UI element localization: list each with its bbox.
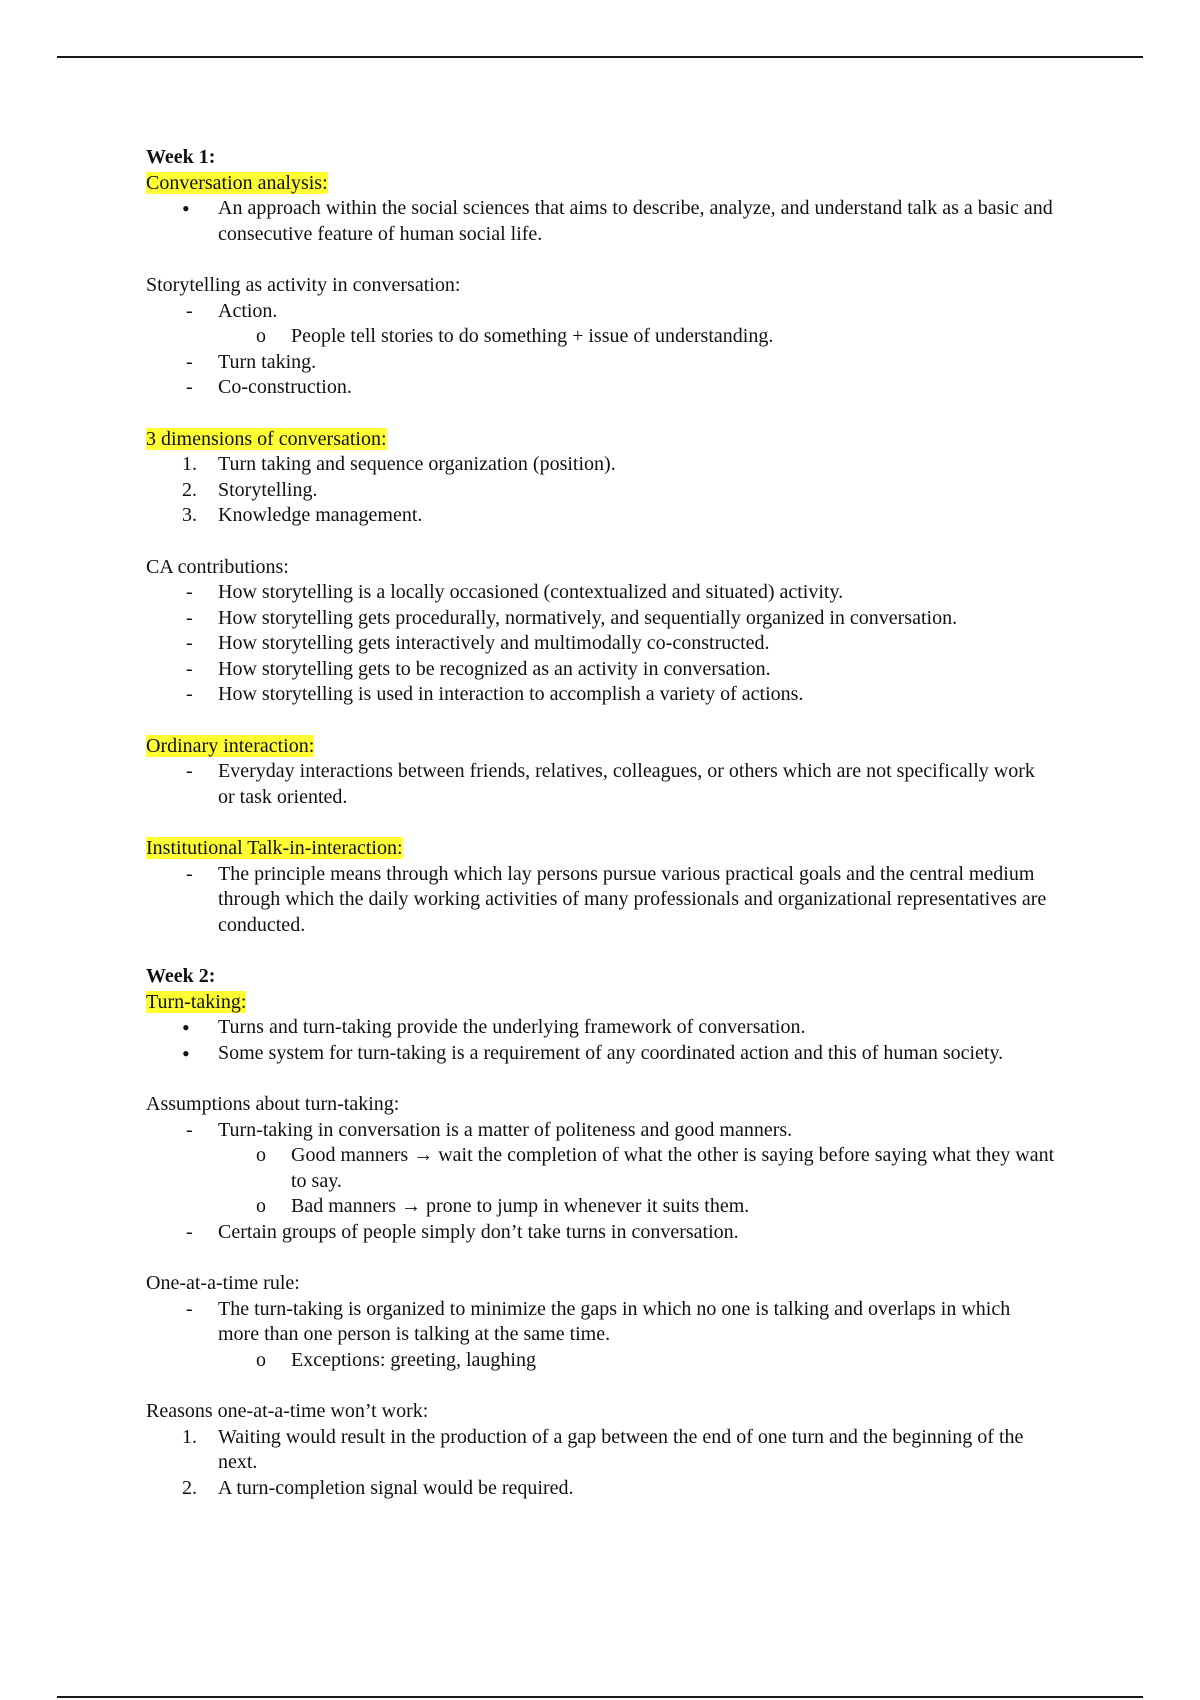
- dash-marker: -: [186, 683, 193, 706]
- storytelling-title: Storytelling as activity in conversation:: [146, 273, 461, 296]
- sub-list-item: [146, 1348, 1056, 1374]
- bullet-marker: •: [182, 1040, 190, 1066]
- sub-list-item: [146, 324, 1056, 350]
- storytelling-section: [146, 273, 1056, 401]
- dash-marker: -: [186, 299, 193, 322]
- turn-taking-title: [146, 990, 1056, 1016]
- dash-marker: -: [186, 376, 193, 399]
- list-item-text: Turn taking and sequence organization (position).: [218, 453, 616, 476]
- circle-marker: o: [256, 1144, 266, 1167]
- contributions-section: [146, 555, 1056, 709]
- number-marker: 2.: [182, 1476, 197, 1499]
- header-rule: [57, 56, 1143, 58]
- list-item-text: Co-construction.: [218, 376, 352, 399]
- highlight: Ordinary interaction:: [146, 734, 315, 757]
- list-item: [146, 196, 1056, 247]
- dash-marker: -: [186, 1297, 193, 1320]
- assumptions-section: [146, 1092, 1056, 1246]
- list-item-text: Action.: [218, 299, 278, 322]
- list-item-text: How storytelling gets to be recognized as an activity in conversation.: [218, 657, 771, 680]
- list-item: [146, 1015, 1056, 1041]
- list-item: [146, 1118, 1056, 1144]
- sub-list-item: [146, 1194, 1056, 1220]
- list-item-text: Certain groups of people simply don’t take turns in conversation.: [218, 1220, 739, 1243]
- dash-marker: -: [186, 606, 193, 629]
- highlight: Turn-taking:: [146, 990, 247, 1013]
- circle-marker: o: [256, 1348, 266, 1371]
- dash-marker: -: [186, 657, 193, 680]
- footer-rule: [57, 1696, 1143, 1698]
- highlight: 3 dimensions of conversation:: [146, 427, 387, 450]
- dash-marker: -: [186, 862, 193, 885]
- week1-section: [146, 145, 1056, 247]
- dash-marker: -: [186, 760, 193, 783]
- list-item: [146, 606, 1056, 632]
- list-item: [146, 1220, 1056, 1246]
- reasons-title: Reasons one-at-a-time won’t work:: [146, 1400, 429, 1423]
- list-item-text: Some system for turn-taking is a requirement of any coordinated action and this of human society.: [218, 1041, 1004, 1064]
- institutional-section: [146, 836, 1056, 938]
- list-item-text: Knowledge management.: [218, 504, 423, 527]
- document-body: [146, 145, 1056, 1527]
- list-item: [146, 657, 1056, 683]
- sub-list-item: [146, 1143, 1056, 1194]
- dash-marker: -: [186, 1220, 193, 1243]
- highlight: Conversation analysis:: [146, 171, 328, 194]
- list-item-text: Storytelling.: [218, 478, 318, 501]
- list-item: [146, 503, 1056, 529]
- list-item-text: Bad manners → prone to jump in whenever it suits them.: [291, 1195, 750, 1218]
- circle-marker: o: [256, 325, 266, 348]
- list-item-text: Turns and turn-taking provide the underlying framework of conversation.: [218, 1016, 806, 1039]
- dash-marker: -: [186, 632, 193, 655]
- dimensions-section: [146, 427, 1056, 529]
- list-item: [146, 631, 1056, 657]
- list-item-text: The principle means through which lay persons pursue various practical goals and the central medium through which the daily working activities of many professionals and organizational representatives are conducted.: [218, 862, 1047, 936]
- list-item: [146, 375, 1056, 401]
- list-item: [146, 580, 1056, 606]
- list-item: [146, 1425, 1056, 1476]
- list-item: [146, 350, 1056, 376]
- list-item-text: Exceptions: greeting, laughing: [291, 1348, 536, 1371]
- circle-marker: o: [256, 1195, 266, 1218]
- dash-marker: -: [186, 350, 193, 373]
- list-item-text: Waiting would result in the production of a gap between the end of one turn and the beginning of the next.: [218, 1425, 1024, 1474]
- list-item-text: Good manners → wait the completion of what the other is saying before saying what they want to say.: [291, 1144, 1055, 1192]
- ordinary-section: [146, 734, 1056, 811]
- week2-heading: Week 2:: [146, 965, 216, 987]
- ordinary-title: [146, 734, 1056, 760]
- list-item-text: Everyday interactions between friends, relatives, colleagues, or others which are not specifically work or task oriented.: [218, 760, 1035, 808]
- number-marker: 1.: [182, 1425, 197, 1448]
- list-item-text: How storytelling gets interactively and multimodally co-constructed.: [218, 632, 770, 655]
- dash-marker: -: [186, 1118, 193, 1141]
- list-item-text: A turn-completion signal would be required.: [218, 1476, 574, 1499]
- list-item: [146, 862, 1056, 939]
- list-item: [146, 759, 1056, 810]
- reasons-section: [146, 1399, 1056, 1501]
- list-item: [146, 452, 1056, 478]
- list-item-text: An approach within the social sciences that aims to describe, analyze, and understand talk as a basic and consecutive feature of human social life.: [218, 197, 1053, 245]
- list-item-text: The turn-taking is organized to minimize the gaps in which no one is talking and overlaps in which more than one person is talking at the same time.: [218, 1297, 1011, 1346]
- list-item: [146, 299, 1056, 325]
- list-item-text: Turn-taking in conversation is a matter of politeness and good manners.: [218, 1118, 793, 1141]
- number-marker: 3.: [182, 504, 197, 527]
- list-item-text: How storytelling gets procedurally, normatively, and sequentially organized in conversation.: [218, 606, 958, 629]
- one-at-a-time-section: [146, 1271, 1056, 1373]
- assumptions-title: Assumptions about turn-taking:: [146, 1092, 400, 1115]
- one-at-a-time-title: One-at-a-time rule:: [146, 1272, 300, 1295]
- list-item: [146, 682, 1056, 708]
- list-item-text: Turn taking.: [218, 350, 317, 373]
- dash-marker: -: [186, 581, 193, 604]
- list-item: [146, 1476, 1056, 1502]
- dimensions-title: [146, 427, 1056, 453]
- highlight: Institutional Talk-in-interaction:: [146, 837, 403, 860]
- list-item: [146, 1041, 1056, 1067]
- number-marker: 1.: [182, 453, 197, 476]
- list-item-text: How storytelling is used in interaction to accomplish a variety of actions.: [218, 683, 804, 706]
- list-item: [146, 1297, 1056, 1348]
- week1-heading: Week 1:: [146, 146, 216, 168]
- week2-section: [146, 964, 1056, 1066]
- list-item-text: People tell stories to do something + issue of understanding.: [291, 325, 774, 348]
- institutional-title: [146, 836, 1056, 862]
- number-marker: 2.: [182, 478, 197, 501]
- list-item-text: How storytelling is a locally occasioned (contextualized and situated) activity.: [218, 581, 844, 604]
- conversation-analysis-title: [146, 171, 1056, 197]
- bullet-marker: •: [182, 196, 190, 222]
- contributions-title: CA contributions:: [146, 555, 289, 578]
- list-item: [146, 478, 1056, 504]
- bullet-marker: •: [182, 1015, 190, 1041]
